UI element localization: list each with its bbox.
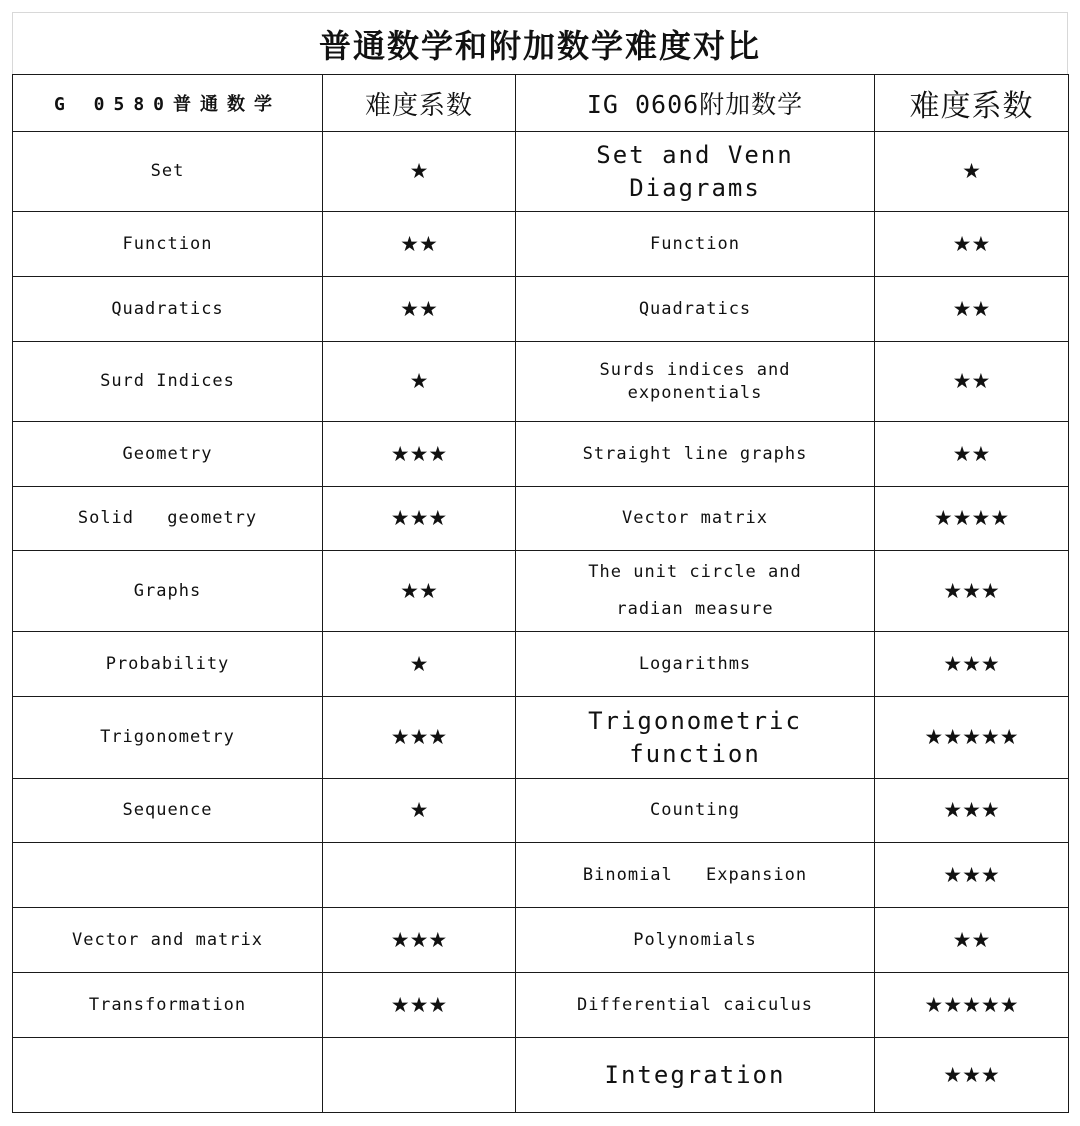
header-row [13, 75, 1069, 132]
difficulty-stars-right: ★★★ [875, 632, 1069, 697]
table-row [13, 212, 1069, 277]
difficulty-stars-left: ★★ [323, 551, 516, 632]
difficulty-stars-right: ★★★ [875, 843, 1069, 908]
topic-left: Trigonometry [13, 697, 323, 779]
difficulty-stars-left: ★★★ [323, 422, 516, 487]
topic-left: Sequence [13, 779, 323, 843]
topic-right: Quadratics [516, 277, 875, 342]
table-row [13, 342, 1069, 422]
topic-left: Surd Indices [13, 342, 323, 422]
comparison-table [12, 74, 1069, 1113]
difficulty-stars-right: ★★★★★ [875, 973, 1069, 1038]
table-row [13, 632, 1069, 697]
topic-right: Trigonometric function [516, 697, 875, 779]
topic-right: Polynomials [516, 908, 875, 973]
table-row [13, 697, 1069, 779]
difficulty-stars-right: ★★ [875, 908, 1069, 973]
table-row [13, 551, 1069, 632]
difficulty-stars-right: ★★★ [875, 551, 1069, 632]
table-row [13, 843, 1069, 908]
header-0580-general-math: G 0580普通数学 [13, 75, 323, 132]
difficulty-stars-right: ★★ [875, 277, 1069, 342]
difficulty-stars-right: ★★ [875, 342, 1069, 422]
difficulty-stars-right: ★★★ [875, 779, 1069, 843]
topic-left: Graphs [13, 551, 323, 632]
difficulty-stars-right: ★ [875, 132, 1069, 212]
difficulty-stars-left [323, 843, 516, 908]
topic-right: The unit circle and radian measure [516, 551, 875, 632]
difficulty-stars-left: ★★ [323, 277, 516, 342]
table-row [13, 779, 1069, 843]
table-row [13, 1038, 1069, 1113]
difficulty-stars-right: ★★ [875, 422, 1069, 487]
topic-right: Vector matrix [516, 487, 875, 551]
header-0606-additional-math: IG 0606附加数学 [516, 75, 875, 132]
topic-left: Vector and matrix [13, 908, 323, 973]
topic-left: Quadratics [13, 277, 323, 342]
topic-left [13, 843, 323, 908]
header-difficulty-right: 难度系数 [875, 75, 1069, 132]
difficulty-stars-left: ★ [323, 342, 516, 422]
table-row [13, 277, 1069, 342]
topic-left: Geometry [13, 422, 323, 487]
topic-left [13, 1038, 323, 1113]
topic-right: Set and Venn Diagrams [516, 132, 875, 212]
difficulty-stars-left: ★ [323, 632, 516, 697]
difficulty-stars-right: ★★★★★ [875, 697, 1069, 779]
topic-right: Counting [516, 779, 875, 843]
difficulty-stars-right: ★★★ [875, 1038, 1069, 1113]
difficulty-stars-left: ★★★ [323, 908, 516, 973]
table-row [13, 132, 1069, 212]
difficulty-stars-left [323, 1038, 516, 1113]
table-row [13, 487, 1069, 551]
topic-right: Surds indices and exponentials [516, 342, 875, 422]
difficulty-stars-left: ★ [323, 132, 516, 212]
header-difficulty-left: 难度系数 [323, 75, 516, 132]
difficulty-stars-right: ★★★★ [875, 487, 1069, 551]
difficulty-stars-right: ★★ [875, 212, 1069, 277]
difficulty-stars-left: ★★ [323, 212, 516, 277]
topic-left: Transformation [13, 973, 323, 1038]
topic-right: Straight line graphs [516, 422, 875, 487]
comparison-sheet [12, 12, 1068, 1113]
table-row [13, 908, 1069, 973]
table-row [13, 973, 1069, 1038]
difficulty-stars-left: ★★★ [323, 697, 516, 779]
table-title: 普通数学和附加数学难度对比 [12, 12, 1068, 74]
topic-left: Set [13, 132, 323, 212]
topic-left: Probability [13, 632, 323, 697]
topic-right: Function [516, 212, 875, 277]
table-row [13, 422, 1069, 487]
difficulty-stars-left: ★ [323, 779, 516, 843]
topic-left: Solid geometry [13, 487, 323, 551]
difficulty-stars-left: ★★★ [323, 487, 516, 551]
topic-right: Logarithms [516, 632, 875, 697]
topic-right: Integration [516, 1038, 875, 1113]
topic-right: Binomial Expansion [516, 843, 875, 908]
topic-left: Function [13, 212, 323, 277]
difficulty-stars-left: ★★★ [323, 973, 516, 1038]
topic-right: Differential caiculus [516, 973, 875, 1038]
